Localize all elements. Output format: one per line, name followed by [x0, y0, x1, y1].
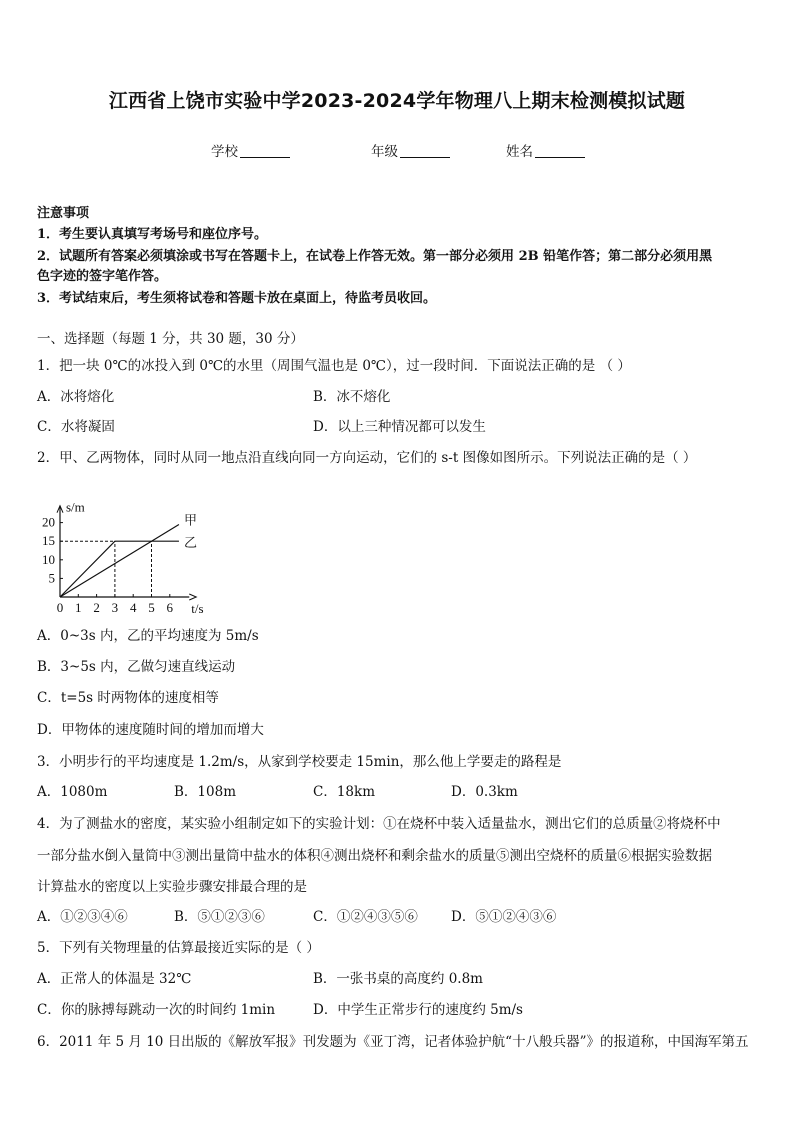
section-title: 一、选择题（每题 1 分，共 30 题，30 分）: [37, 331, 304, 347]
name-label: 姓名: [506, 144, 533, 160]
exam-title: 江西省上饶市实验中学2023-2024学年物理八上期末检测模拟试题: [108, 90, 686, 112]
x-axis-arrow: [189, 594, 196, 600]
x-tick-label: 0: [56, 600, 64, 615]
notice-heading: 注意事项: [37, 206, 90, 221]
y-tick-label: 5: [48, 570, 55, 586]
q2-option-d: D．甲物体的速度随时间的增加而增大: [37, 722, 264, 738]
question-4-stem-line2: 一部分盐水倒入量筒中③测出量筒中盐水的体积④测出烧杯和剩余盐水的质量⑤测出空烧杯的质量⑥根据实验数据: [37, 848, 712, 864]
notice-item: 2．试题所有答案必须填涂或书写在答题卡上，在试卷上作答无效。第一部分必须用 2B 铅笔作答；第二部分必须用黑: [37, 249, 713, 264]
series-line-1: [60, 524, 179, 597]
question-6-stem: 6．2011 年 5 月 10 日出版的《解放军报》刊发题为《亚丁湾，记者体验护航“十八般兵器”》的报道称，中国海军第五: [37, 1034, 749, 1050]
q2-option-b: B．3~5s 内，乙做匀速直线运动: [37, 659, 236, 675]
q1-option-d: D．以上三种情况都可以发生: [313, 419, 486, 435]
series-label-1: 甲: [183, 512, 197, 528]
question-4-stem-line1: 4．为了测盐水的密度，某实验小组制定如下的实验计划：①在烧杯中装入适量盐水，测出它们的总质量②将烧杯中: [37, 816, 721, 832]
q4-option-a: A．①②③④⑥: [37, 909, 128, 925]
st-graph: [36, 475, 226, 615]
school-field: [211, 140, 290, 160]
question-5-stem: 5．下列有关物理量的估算最接近实际的是（ ）: [37, 940, 320, 956]
question-3-stem: 3．小明步行的平均速度是 1.2m/s，从家到学校要走 15min，那么他上学要走的路程是: [37, 754, 562, 770]
notice-item: 色字迹的签字笔作答。: [37, 269, 168, 284]
school-blank: [240, 143, 290, 158]
q5-option-d: D．中学生正常步行的速度约 5m/s: [313, 1002, 523, 1018]
graph-labels: [42, 500, 204, 615]
y-tick-label: 10: [42, 551, 55, 567]
notice-item: 3．考试结束后，考生须将试卷和答题卡放在桌面上，待监考员收回。: [37, 291, 437, 306]
series-label-2: 乙: [183, 535, 197, 551]
question-2-stem: 2．甲、乙两物体，同时从同一地点沿直线向同一方向运动，它们的 s-t 图像如图所示。下列说法正确的是（ ）: [37, 450, 697, 466]
q3-option-a: A．1080m: [37, 784, 108, 800]
grade-blank: [400, 143, 450, 158]
q3-option-c: C．18km: [313, 784, 375, 800]
graph-lines: [60, 524, 179, 597]
x-tick-label: 4: [129, 600, 137, 615]
q1-option-b: B．冰不熔化: [313, 389, 391, 405]
x-tick-label: 1: [75, 600, 82, 615]
grade-field: [371, 140, 450, 160]
name-field: [506, 140, 585, 160]
question-4-stem-line3: 计算盐水的密度以上实验步骤安排最合理的是: [37, 879, 307, 895]
q5-option-c: C．你的脉搏每跳动一次的时间约 1min: [37, 1002, 276, 1018]
x-tick-label: 2: [93, 600, 100, 615]
q4-option-c: C．①②④③⑤⑥: [313, 909, 418, 925]
question-1-stem: 1．把一块 0℃的冰投入到 0℃的水里（周围气温也是 0℃），过一段时间．下面说法正确的是 （ ）: [37, 358, 631, 374]
q1-option-a: A．冰将熔化: [37, 389, 115, 405]
name-blank: [535, 143, 585, 158]
school-label: 学校: [211, 144, 238, 160]
y-tick-label: 15: [42, 533, 55, 549]
q5-option-a: A．正常人的体温是 32℃: [37, 971, 192, 987]
series-line-2: [60, 541, 179, 597]
y-tick-label: 20: [42, 514, 55, 530]
q2-option-c: C．t=5s 时两物体的速度相等: [37, 690, 219, 706]
q5-option-b: B．一张书桌的高度约 0.8m: [313, 971, 483, 987]
q4-option-d: D．⑤①②④③⑥: [451, 909, 557, 925]
q4-option-b: B．⑤①②③⑥: [174, 909, 265, 925]
notice-item: 1．考生要认真填写考场号和座位序号。: [37, 227, 268, 242]
x-tick-label: 6: [166, 600, 174, 615]
q1-option-c: C．水将凝固: [37, 419, 115, 435]
y-axis-label: s/m: [66, 499, 85, 515]
q2-option-a: A．0~3s 内，乙的平均速度为 5m/s: [37, 628, 259, 644]
grade-label: 年级: [371, 144, 398, 160]
q3-option-d: D．0.3km: [451, 784, 518, 800]
x-tick-label: 5: [148, 600, 155, 615]
x-tick-label: 3: [111, 600, 119, 615]
q3-option-b: B．108m: [174, 784, 236, 800]
x-axis-label: t/s: [191, 601, 204, 615]
